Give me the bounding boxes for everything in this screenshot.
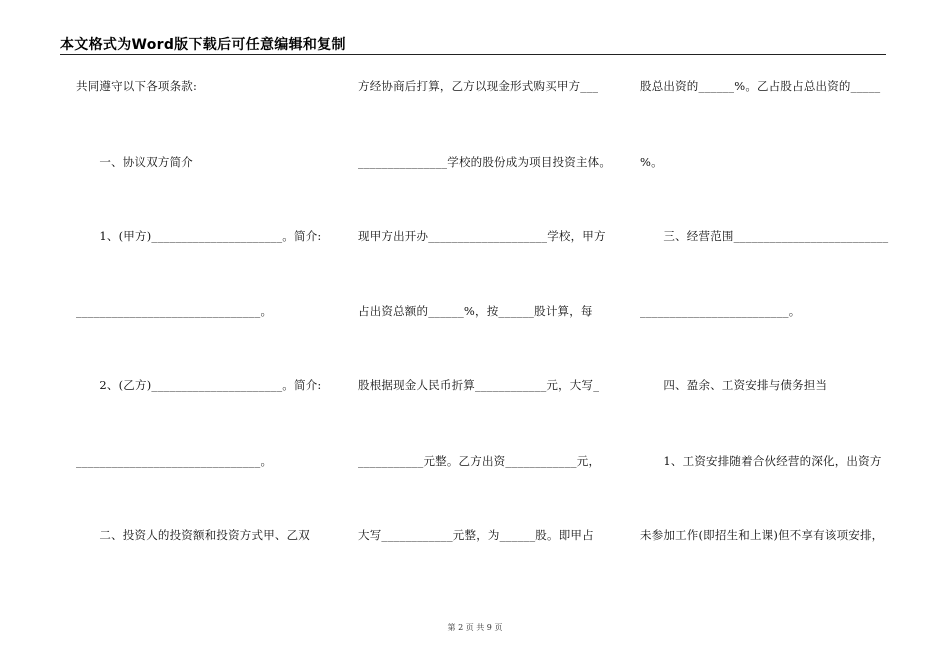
paragraph-line: 股总出资的______%。乙占股占总出资的_____ bbox=[640, 79, 881, 93]
paragraph-line: %。 bbox=[640, 155, 663, 169]
paragraph-line: 共同遵守以下各项条款: bbox=[76, 79, 198, 93]
blank-fill-line: _________________________。 bbox=[640, 304, 801, 318]
paragraph-line: 1、(甲方)______________________。简介: bbox=[76, 229, 322, 243]
page-number: 第 2 页 共 9 页 bbox=[447, 623, 503, 632]
text-column-1 bbox=[76, 0, 330, 600]
blank-fill-line: _______________________________。 bbox=[76, 454, 273, 468]
paragraph-line: _______________学校的股份成为项目投资主体。 bbox=[358, 155, 612, 169]
paragraph-line: 大写____________元整，为______股。即甲占 bbox=[358, 528, 594, 542]
section-heading: 一、协议双方简介 bbox=[76, 155, 193, 169]
paragraph-line: 股根据现金人民币折算____________元，大写_ bbox=[358, 378, 600, 392]
paragraph-line: 1、工资安排随着合伙经营的深化，出资方 bbox=[640, 454, 882, 468]
paragraph-line: 2、(乙方)______________________。简介: bbox=[76, 378, 322, 392]
section-heading: 二、投资人的投资额和投资方式甲、乙双 bbox=[76, 528, 310, 542]
paragraph-line: 占出资总额的______%，按______股计算，每 bbox=[358, 304, 593, 318]
text-column-3 bbox=[640, 0, 888, 600]
paragraph-line: 未参加工作(即招生和上课)但不享有该项安排， bbox=[640, 528, 884, 542]
paragraph-line: 方经协商后打算，乙方以现金形式购买甲方___ bbox=[358, 79, 599, 93]
section-heading: 四、盈余、工资安排与债务担当 bbox=[640, 378, 828, 392]
text-column-2 bbox=[358, 0, 612, 600]
header-title: 本文格式为Word版下载后可任意编辑和复制 bbox=[60, 37, 346, 53]
paragraph-line: ___________元整。乙方出资____________元， bbox=[358, 454, 601, 468]
section-heading: 三、经营范围__________________________ bbox=[640, 229, 889, 243]
blank-fill-line: _______________________________。 bbox=[76, 304, 273, 318]
paragraph-line: 现甲方出开办____________________学校，甲方 bbox=[358, 229, 606, 243]
